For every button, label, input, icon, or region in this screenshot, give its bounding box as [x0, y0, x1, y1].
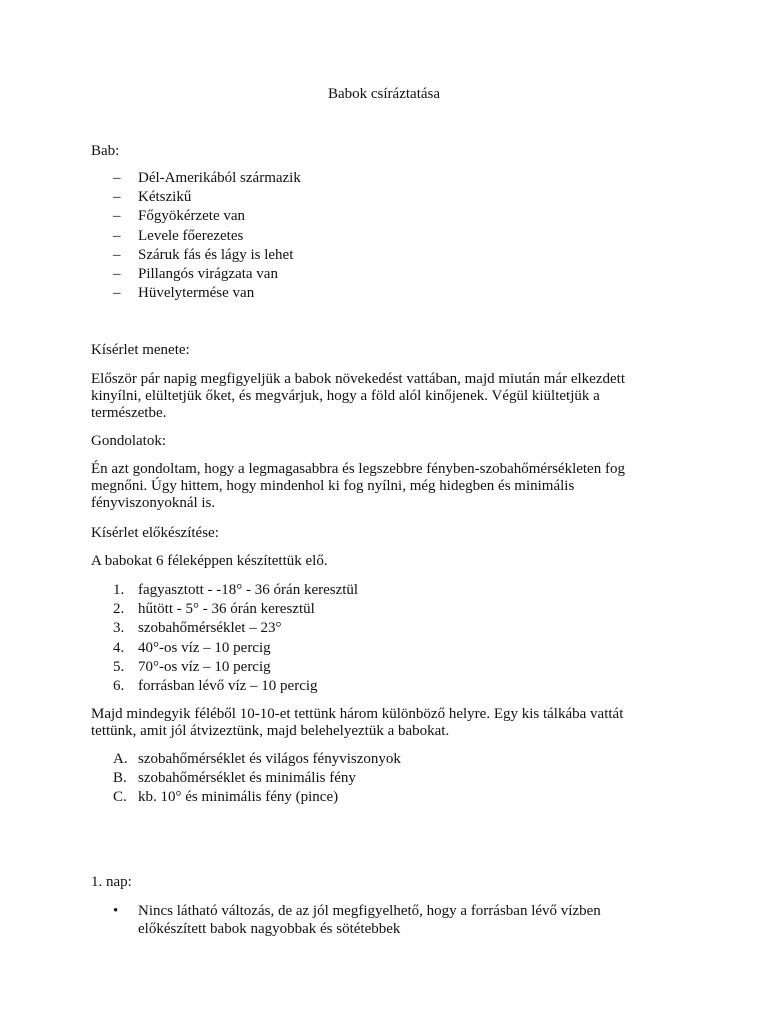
dash-marker: – — [113, 227, 121, 244]
document-title: Babok csíráztatása — [327, 86, 441, 102]
list-item: 5. 70°-os víz – 10 percig — [113, 658, 271, 675]
list-item: 2. hűtött - 5° - 36 órán keresztül — [113, 601, 315, 618]
placement-paragraph: Majd mindegyik féléből 10-10-et tettünk három különböző helyre. Egy kis tálkába vattát tettünk, amit jól átvizeztünk, majd belehelyeztük a babokat. — [91, 706, 624, 739]
day1-list — [113, 902, 658, 938]
list-item: 6. forrásban lévő víz – 10 percig — [113, 677, 318, 694]
list-letter: B. — [113, 770, 127, 787]
dash-marker: – — [113, 170, 121, 186]
list-number: 4. — [113, 639, 125, 656]
kiserlet-menete-heading: Kísérlet menete: — [91, 342, 190, 358]
list-item: – Dél-Amerikából származik — [113, 170, 301, 186]
bab-list — [113, 169, 301, 303]
list-item: B. szobahőmérséklet és minimális fény — [113, 770, 356, 787]
list-item: – Pillangós virágzata van — [113, 265, 278, 282]
preparation-list — [113, 581, 358, 696]
elokeszites-intro: A babokat 6 féleképpen készítettük elő. — [91, 553, 328, 569]
list-item: 1. fagyasztott - -18° - 36 órán keresztül — [113, 582, 359, 598]
list-letter: A. — [113, 751, 128, 767]
dash-marker: – — [113, 265, 121, 282]
list-number: 1. — [113, 582, 125, 598]
kiserlet-menete-paragraph: Először pár napig megfigyeljük a babok növekedést vattában, majd miután már elkezdett kinyílni, elültetjük őket, és megvárjuk, hogy a föld alól kinőjenek. Végül kiültetjük a természetbe. — [91, 371, 625, 421]
list-item: – Hüvelytermése van — [113, 285, 255, 302]
list-letter: C. — [113, 789, 127, 806]
placement-list — [113, 750, 401, 808]
list-item: – Főgyökérzete van — [113, 208, 246, 225]
dash-marker: – — [113, 285, 121, 302]
list-item: 4. 40°-os víz – 10 percig — [113, 639, 271, 656]
list-item: – Száruk fás és lágy is lehet — [113, 246, 294, 263]
list-number: 6. — [113, 677, 125, 694]
list-number: 2. — [113, 601, 125, 618]
gondolatok-paragraph: Én azt gondoltam, hogy a legmagasabbra és legszebbre fényben-szobahőmérsékleten fog megnőni. Úgy hittem, hogy mindenhol ki fog nyílni, még hidegben és minimális fényviszonyoknál is. — [91, 461, 625, 511]
list-item: – Levele főerezetes — [113, 227, 244, 244]
bullet-marker: • — [113, 903, 119, 919]
list-number: 3. — [113, 620, 125, 637]
list-number: 5. — [113, 658, 125, 675]
list-item: 3. szobahőmérséklet – 23° — [113, 620, 282, 637]
list-item: • Nincs látható változás, de az jól megfigyelhető, hogy a forrásban lévő vízben előkészített babok nagyobbak és sötétebbek — [113, 903, 601, 937]
dash-marker: – — [113, 189, 121, 206]
dash-marker: – — [113, 208, 121, 225]
dash-marker: – — [113, 246, 121, 263]
list-item: – Kétszikű — [113, 189, 192, 206]
list-item: C. kb. 10° és minimális fény (pince) — [113, 789, 339, 806]
day1-heading: 1. nap: — [91, 874, 132, 890]
elokeszites-heading: Kísérlet előkészítése: — [91, 525, 219, 541]
gondolatok-heading: Gondolatok: — [91, 433, 166, 449]
list-item: A. szobahőmérséklet és világos fényviszonyok — [113, 751, 401, 767]
bab-heading: Bab: — [91, 143, 120, 159]
